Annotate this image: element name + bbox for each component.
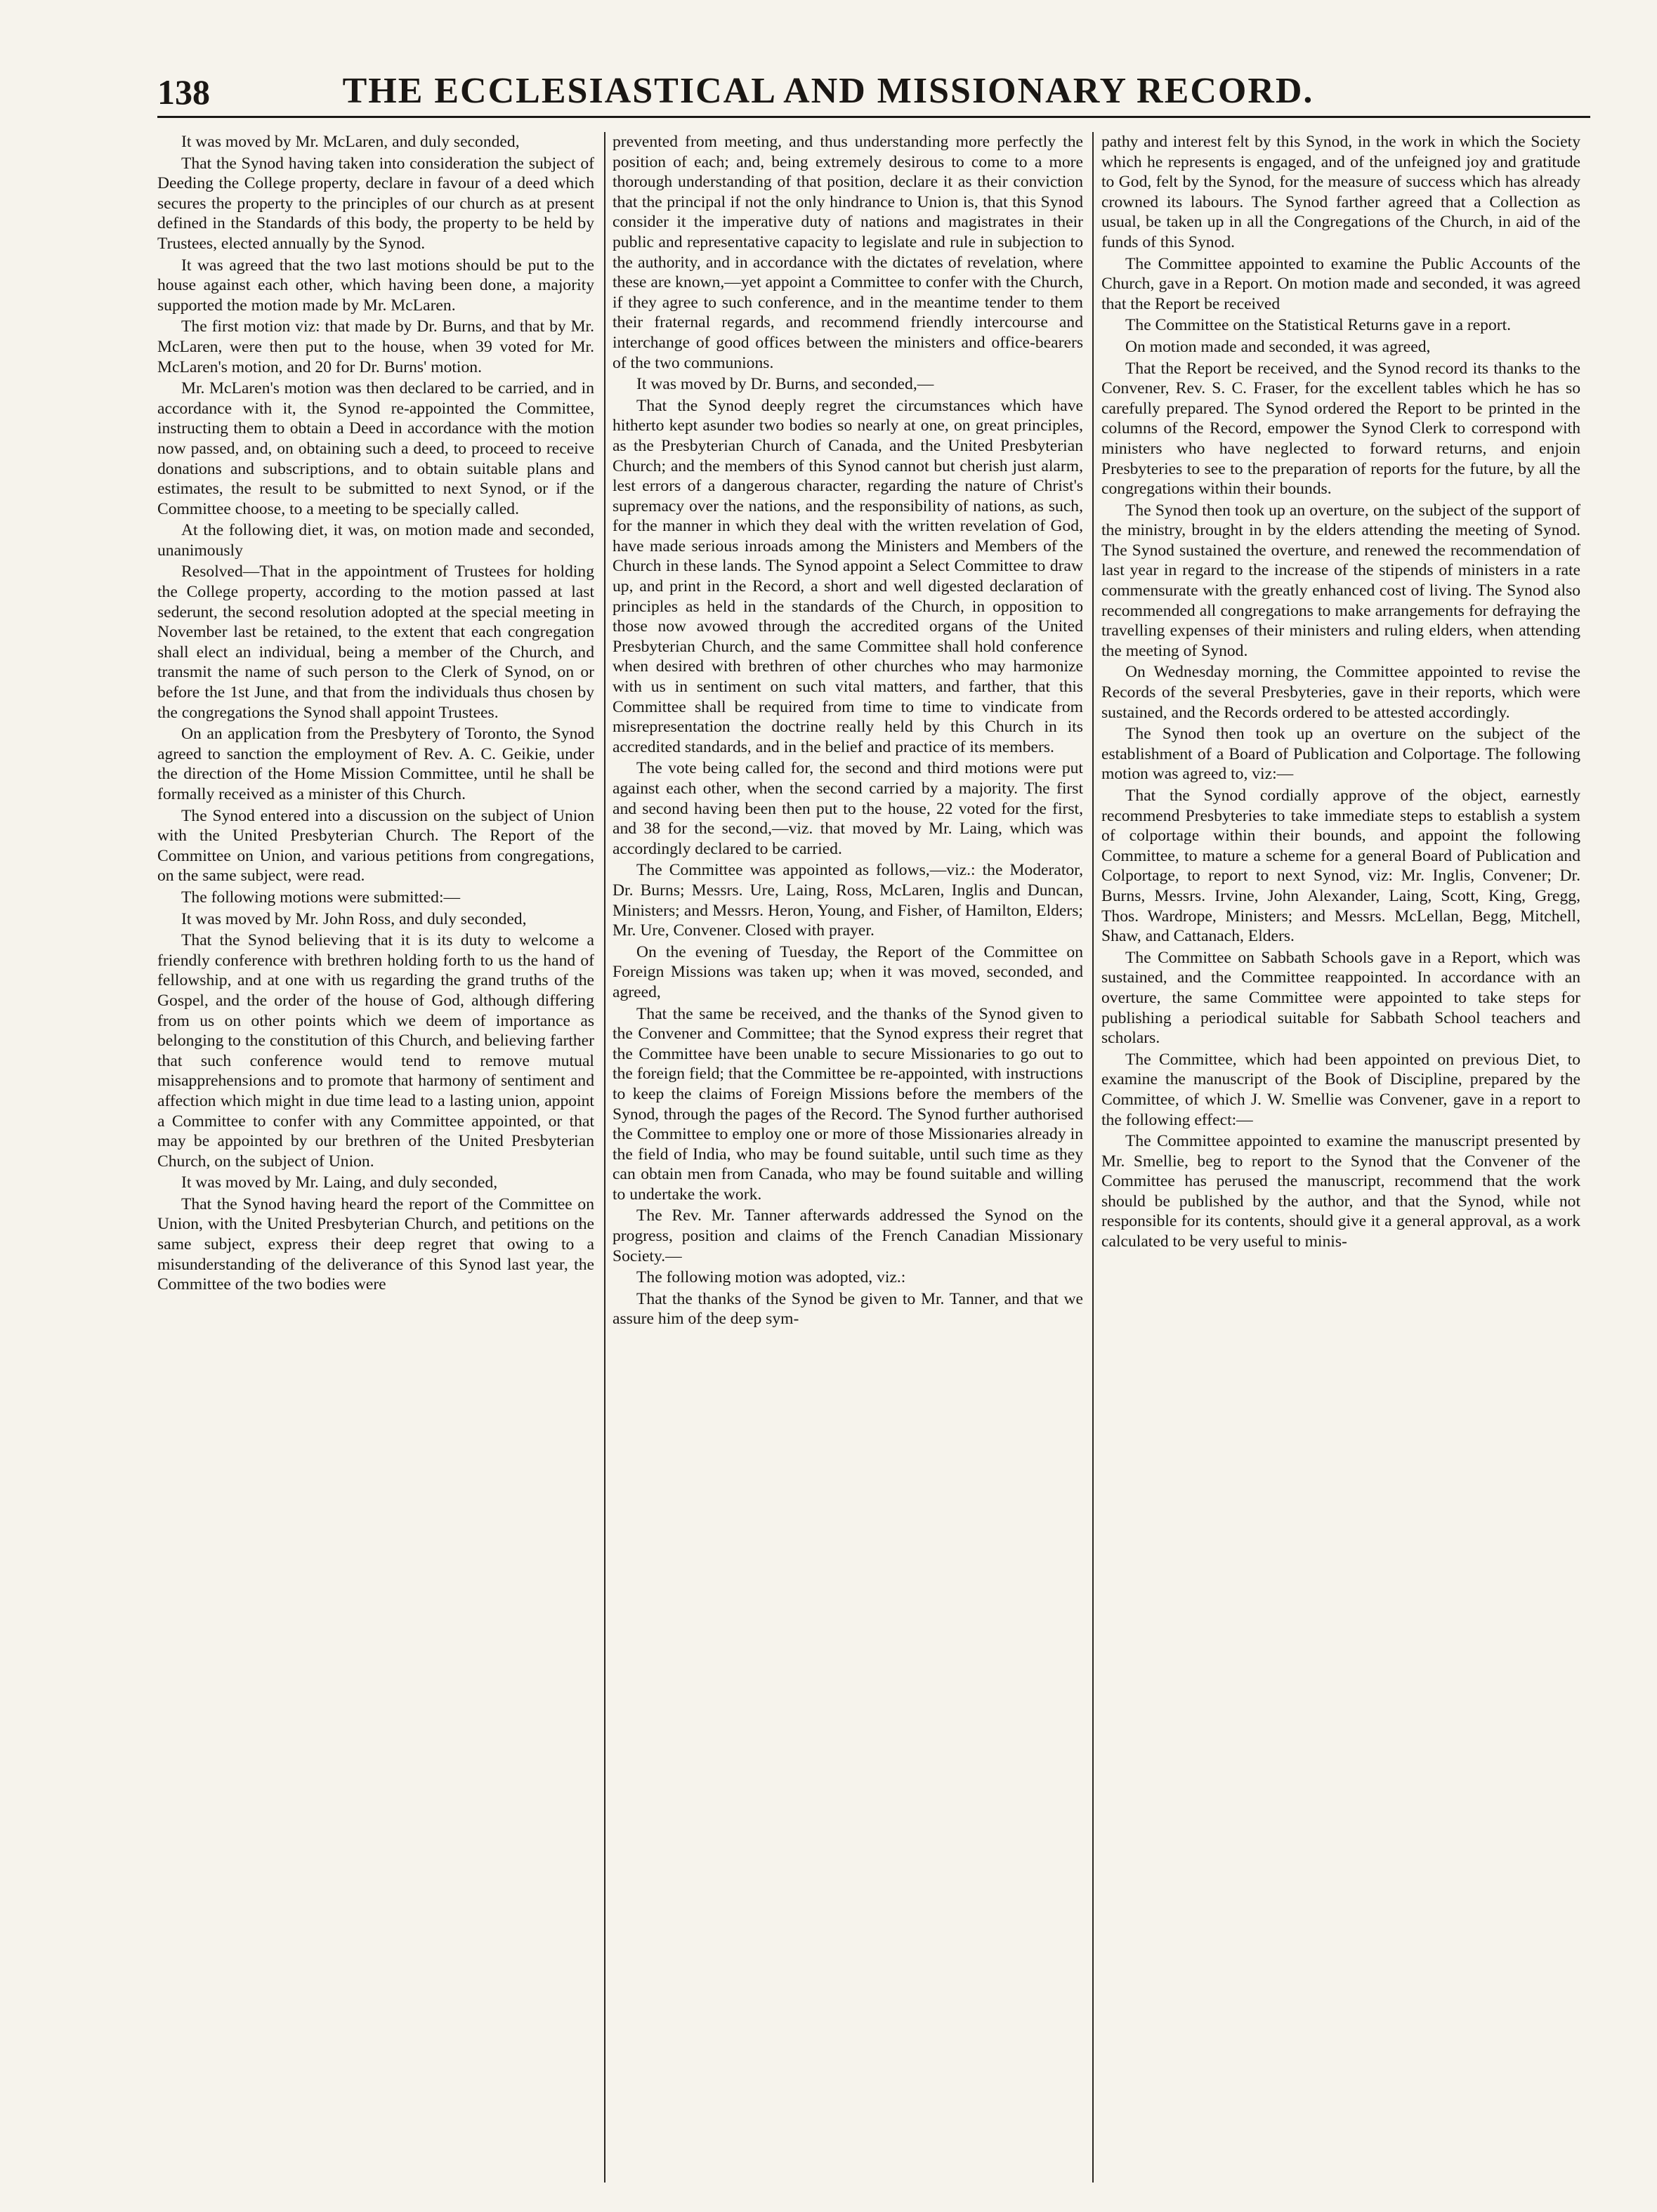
paragraph: The Committee on the Statistical Returns gave in a report. (1125, 316, 1512, 335)
header-rule (157, 116, 1590, 118)
paragraph: The Committee, which had been appointed on previous Diet, to examine the manuscript of the Book of Discipline, prepared by the Committee, of which J. W. Smellie was Convener, gave in a report to the following effect:— (1101, 1050, 1580, 1129)
paragraph: It was agreed that the two last motions should be put to the house against each other, which having been done, a majority supported the motion made by Mr. McLaren. (157, 256, 594, 315)
column-2 (613, 132, 1083, 2197)
column-1 (157, 132, 594, 2197)
paragraph: The Committee appointed to examine the manuscript presented by Mr. Smellie, beg to report to the Synod that the Convener of the Committee has perused the manuscript, recommend that the work should be published by the author, and that the Synod, while not responsible for its contents, should give it a general approval, as a work calculated to be very useful to minis- (1101, 1132, 1580, 1251)
paragraph: That the Report be received, and the Synod record its thanks to the Convener, Rev. S. C. Fraser, for the excellent tables which he has so carefully prepared. The Synod ordered the Report to be printed in the columns of the Record, empower the Synod Clerk to correspond with ministers who have neglected to forward returns, and enjoin Presbyteries to see to the preparation of reports for the future, by all the congregations within their bounds. (1101, 359, 1580, 499)
column-rule (604, 132, 605, 2183)
paragraph: The Committee appointed to examine the Public Accounts of the Church, gave in a Report. On motion made and seconded, it was agreed that the Report be received (1101, 254, 1580, 313)
paragraph: On an application from the Presbytery of Toronto, the Synod agreed to sanction the employment of Rev. A. C. Geikie, under the direction of the Home Mission Committee, until he shall be formally received as a minister of this Church. (157, 725, 594, 803)
paragraph: The Synod then took up an overture, on the subject of the support of the ministry, brought in by the elders attending the meeting of Synod. The Synod sustained the overture, and renewed the recommendation of last year in regard to the increase of the stipends of ministers in a rate commensurate with the greatly enhanced cost of living. The Synod also recommended all congregations to make arrangements for defraying the travelling expenses of their ministers and ruling elders, when attending the meeting of Synod. (1101, 501, 1580, 660)
paragraph: The following motions were submitted:— (181, 888, 461, 907)
paragraph: On Wednesday morning, the Committee appointed to revise the Records of the several Presbyteries, gave in their reports, which were sustained, and the Records ordered to be attested accordingly. (1101, 663, 1580, 722)
paragraph: It was moved by Mr. McLaren, and duly seconded, (181, 133, 520, 151)
paragraph: Mr. McLaren's motion was then declared to be carried, and in accordance with it, the Synod re-appointed the Committee, instructing them to obtain a Deed in accordance with the motion now passed, and, on obtaining such a deed, to proceed to receive donations and subscriptions, and to obtain suitable plans and estimates, the result to be submitted to next Synod, or if the Committee choose, to a meeting to be specially called. (157, 379, 594, 518)
paragraph: It was moved by Mr. Laing, and duly seconded, (181, 1173, 498, 1192)
paragraph: It was moved by Mr. John Ross, and duly seconded, (181, 909, 527, 928)
paragraph: The Rev. Mr. Tanner afterwards addressed the Synod on the progress, position and claims of the French Canadian Missionary Society.— (613, 1206, 1083, 1265)
paragraph: The Committee was appointed as follows,—viz.: the Moderator, Dr. Burns; Messrs. Ure, Laing, Ross, McLaren, Inglis and Duncan, Ministers; and Messrs. Heron, Young, and Fisher, of Hamilton, Elders; Mr. Ure, Convener. Closed with prayer. (613, 861, 1083, 940)
paragraph: That the Synod having taken into consideration the subject of Deeding the College property, declare in favour of a deed which secures the property to the principles of our church as at present defined in the Standards of this body, the property to be held by Trustees, elected annually by the Synod. (157, 154, 594, 253)
paragraph: Resolved—That in the appointment of Trustees for holding the College property, according to the motion passed at last sederunt, the second resolution adopted at the special meeting in November last be retained, to the extent that each congregation shall elect an individual, being a member of the Church, and transmit the name of such person to the Clerk of Synod, on or before the 1st June, and that from the individuals thus chosen by the congregations the Synod shall appoint Trustees. (157, 562, 594, 722)
paragraph: The vote being called for, the second and third motions were put against each other, when the second carried by a majority. The first and second having been then put to the house, 22 voted for the first, and 38 for the second,—viz. that moved by Mr. Laing, which was accordingly declared to be carried. (613, 759, 1083, 858)
paragraph: That the same be received, and the thanks of the Synod given to the Convener and Committee; that the Synod express their regret that the Committee have been unable to secure Missionaries to go out to the foreign field; that the Committee be re-appointed, with instructions to keep the claims of Foreign Missions before the members of the Synod, through the pages of the Record. The Synod further authorised the Committee to employ one or more of those Missionaries already in the field of India, who may be found suitable, until such time as they can obtain men from Canada, who may be found suitable and willing to undertake the work. (613, 1004, 1083, 1204)
page-number: 138 (157, 72, 210, 112)
paragraph: The first motion viz: that made by Dr. Burns, and that by Mr. McLaren, were then put to the house, when 39 voted for Mr. McLaren's motion, and 20 for Dr. Burns' motion. (157, 317, 594, 376)
paragraph: It was moved by Dr. Burns, and seconded,— (636, 375, 934, 394)
paragraph: pathy and interest felt by this Synod, in the work in which the Society which he represents is engaged, and of the unfeigned joy and gratitude to God, felt by the Synod, for the measure of success which has already crowned its labours. The Synod farther agreed that a Collection as usual, be taken up in all the Congregations of the Church, in aid of the funds of this Synod. (1101, 133, 1580, 251)
paragraph: That the Synod believing that it is its duty to welcome a friendly conference with brethren holding forth to us the hand of fellowship, and at one with us regarding the grand truths of the Gospel, and the order of the house of God, although differing from us on other points which we deem of importance as belonging to the constitution of this Church, and believing farther that such conference would tend to remove mutual misapprehensions and to promote that harmony of sentiment and affection which might in due time lead to a lasting union, appoint a Committee to confer with any Committee appointed, or that may be appointed by our brethren of the United Presbyterian Church, on the subject of Union. (157, 931, 594, 1171)
page-header (157, 51, 1415, 110)
paragraph: prevented from meeting, and thus understanding more perfectly the position of each; and, being extremely desirous to come to a more thorough understanding of that position, declare it as their conviction that the principal if not the only hindrance to Union is, that this Synod consider it the imperative duty of nations and magistrates in their public and representative capacity to legislate and rule in subjection to the authority, and in accordance with the dictates of revelation, where these are known,—yet appoint a Committee to confer with the Church, if they agree to such conference, and in the meantime tender to them their fraternal regards, and recommend friendly intercourse and interchange of good offices between the ministers and office-bearers of the two communions. (613, 133, 1083, 372)
paragraph: At the following diet, it was, on motion made and seconded, unanimously (157, 521, 594, 560)
paragraph: That the Synod cordially approve of the object, earnestly recommend Presbyteries to take immediate steps to establish a system of colportage within their bounds, and appoint the following Committee, to mature a scheme for a general Board of Publication and Colportage, to report to next Synod, viz: Mr. Inglis, Convener; Dr. Burns, Messrs. Irvine, John Alexander, Laing, Scott, King, Gregg, Thos. Wardrope, Ministers; and Messrs. McLellan, Begg, Mitchell, Shaw, and Cattanach, Elders. (1101, 786, 1580, 946)
column-3 (1101, 132, 1580, 2197)
journal-title: THE ECCLESIASTICAL AND MISSIONARY RECORD. (342, 71, 1314, 111)
paragraph: That the Synod having heard the report of the Committee on Union, with the United Presbyterian Church, and petitions on the same subject, express their deep regret that owing to a misunderstanding of the deliverance of this Synod last year, the Committee of the two bodies were (157, 1194, 594, 1294)
paragraph: The Synod then took up an overture on the subject of the establishment of a Board of Publication and Colportage. The following motion was agreed to, viz:— (1101, 725, 1580, 784)
paragraph: The Committee on Sabbath Schools gave in a Report, which was sustained, and the Committee reappointed. In accordance with an overture, the same Committee were appointed to take steps for publishing a periodical suitable for Sabbath School teachers and scholars. (1101, 948, 1580, 1048)
paragraph: On the evening of Tuesday, the Report of the Committee on Foreign Missions was taken up; when it was moved, seconded, and agreed, (613, 942, 1083, 1001)
paragraph: That the Synod deeply regret the circumstances which have hitherto kept asunder two bodies so nearly at one, on great principles, as the Presbyterian Church of Canada, and the United Presbyterian Church; and the members of this Synod cannot but cherish just alarm, lest errors of a dangerous character, regarding the nature of Christ's supremacy over the nations, and the responsibility of nations, as such, for the manner in which they deal with the written revelation of God, have made serious inroads among the Ministers and Members of the Church in these lands. The Synod appoint a Select Committee to draw up, and print in the Record, a short and well digested declaration of principles as held in the standards of the Church, in opposition to those now avowed through the accredited organs of the United Presbyterian Church, and the same Committee shall hold conference when desired with brethren of other churches who may harmonize with us in sentiment on such vital matters, and farther, that this Committee shall be required from time to time to vindicate from misrepresentation the doctrine really held by this Church in its accredited standards, and in the belief and practice of its members. (613, 396, 1083, 756)
paragraph: The Synod entered into a discussion on the subject of Union with the United Presbyterian Church. The Report of the Committee on Union, and various petitions from congregations, on the same subject, were read. (157, 806, 594, 886)
paragraph: On motion made and seconded, it was agreed, (1125, 337, 1431, 356)
paragraph: That the thanks of the Synod be given to Mr. Tanner, and that we assure him of the deep sym- (613, 1289, 1083, 1329)
column-rule (1092, 132, 1094, 2183)
paragraph: The following motion was adopted, viz.: (636, 1268, 906, 1287)
